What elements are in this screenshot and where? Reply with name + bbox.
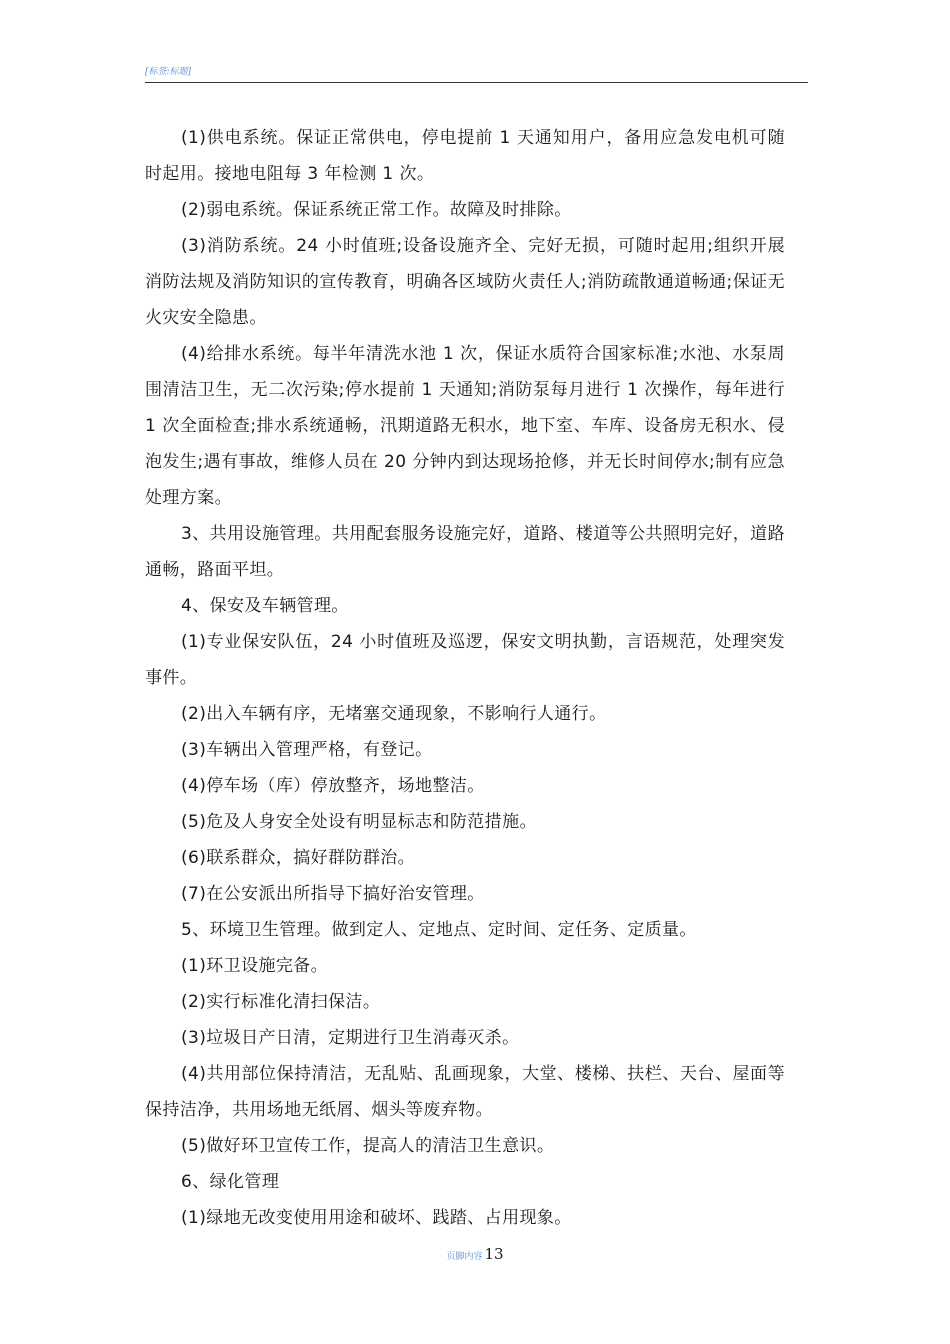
page-header (145, 66, 808, 83)
paragraph: (6)联系群众，搞好群防群治。 (181, 848, 416, 868)
paragraph: (1)环卫设施完备。 (181, 956, 329, 976)
paragraph: 3、共用设施管理。共用配套服务设施完好，道路、楼道等公共照明完好，道路通畅，路面平坦。 (145, 524, 785, 580)
paragraph: (3)车辆出入管理严格，有登记。 (181, 740, 433, 760)
paragraph: (3)消防系统。24 小时值班;设备设施齐全、完好无损，可随时起用;组织开展消防法规及消防知识的宣传教育，明确各区域防火责任人;消防疏散通道畅通;保证无火灾安全隐患。 (145, 236, 785, 328)
page-number: 13 (484, 1245, 504, 1263)
paragraph: (5)做好环卫宣传工作，提高人的清洁卫生意识。 (181, 1136, 555, 1156)
paragraph: (4)共用部位保持清洁，无乱贴、乱画现象，大堂、楼梯、扶栏、天台、屋面等保持洁净，共用场地无纸屑、烟头等废弃物。 (145, 1064, 785, 1120)
document-body (145, 120, 785, 1236)
paragraph: (3)垃圾日产日清，定期进行卫生消毒灭杀。 (181, 1028, 520, 1048)
paragraph: (1)绿地无改变使用用途和破坏、践踏、占用现象。 (181, 1208, 572, 1228)
paragraph: (1)供电系统。保证正常供电，停电提前 1 天通知用户，备用应急发电机可随时起用。接地电阻每 3 年检测 1 次。 (145, 128, 785, 184)
header-label: [标签:标题] (145, 67, 192, 77)
section-heading: 5、环境卫生管理。做到定人、定地点、定时间、定任务、定质量。 (181, 920, 697, 940)
paragraph: (2)弱电系统。保证系统正常工作。故障及时排除。 (181, 200, 572, 220)
footer-label: 页脚内容 (446, 1252, 483, 1262)
paragraph: (5)危及人身安全处设有明显标志和防范措施。 (181, 812, 537, 832)
paragraph: (2)实行标准化清扫保洁。 (181, 992, 381, 1012)
paragraph: (1)专业保安队伍，24 小时值班及巡逻，保安文明执勤，言语规范，处理突发事件。 (145, 632, 785, 688)
paragraph: (4)停车场（库）停放整齐，场地整洁。 (181, 776, 485, 796)
section-heading: 6、绿化管理 (181, 1172, 280, 1192)
paragraph: (7)在公安派出所指导下搞好治安管理。 (181, 884, 485, 904)
paragraph: (2)出入车辆有序，无堵塞交通现象，不影响行人通行。 (181, 704, 607, 724)
section-heading: 4、保安及车辆管理。 (181, 596, 349, 616)
page-footer (0, 1244, 950, 1263)
paragraph: (4)给排水系统。每半年清洗水池 1 次，保证水质符合国家标准;水池、水泵周围清洁卫生，无二次污染;停水提前 1 天通知;消防泵每月进行 1 次操作，每年进行 1 次全面检查;排水系统通畅，汛期道路无积水，地下室、车库、设备房无积水、侵泡发生;遇有事故，维修人员在 20 分钟内到达现场抢修，并无长时间停水;制有应急处理方案。 (145, 344, 785, 508)
